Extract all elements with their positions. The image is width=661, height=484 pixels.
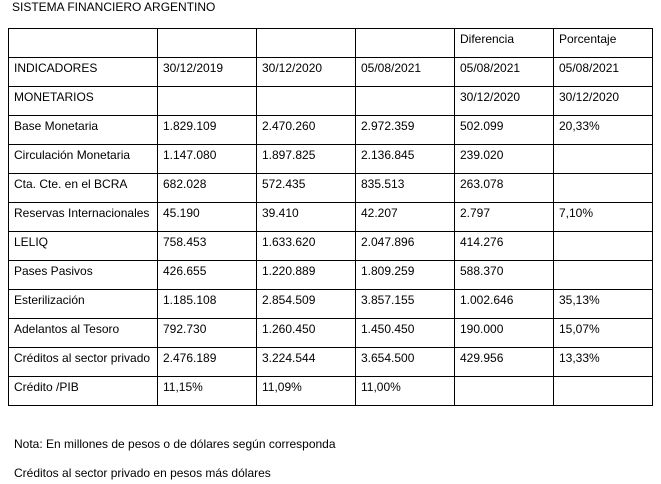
cell-indicator <box>9 319 158 348</box>
cell-text: 1.450.450 <box>361 322 415 336</box>
cell-text: 1.147.080 <box>163 148 217 162</box>
header-cell-text: INDICADORES <box>14 61 98 75</box>
cell-text: 42.207 <box>361 206 398 220</box>
cell-text: Pases Pasivos <box>14 264 93 278</box>
cell-percentage <box>554 116 653 145</box>
header-cell-text <box>361 29 454 32</box>
cell-percentage <box>554 261 653 290</box>
cell-text: 426.655 <box>163 264 207 278</box>
footnote-units: Nota: En millones de pesos o de dólares según corresponda <box>14 437 336 451</box>
cell-value-2021 <box>356 319 455 348</box>
cell-text: 15,07% <box>559 322 600 336</box>
financial-indicators-table <box>8 28 653 406</box>
header-cell-indicator <box>9 29 158 58</box>
cell-text: 1.220.889 <box>262 264 316 278</box>
cell-text: 758.453 <box>163 235 207 249</box>
cell-value-2020 <box>257 116 356 145</box>
cell-percentage <box>554 145 653 174</box>
cell-text: 2.470.260 <box>262 119 316 133</box>
header-cell-value-2019 <box>158 87 257 116</box>
cell-indicator <box>9 203 158 232</box>
cell-indicator <box>9 116 158 145</box>
cell-value-2020 <box>257 377 356 406</box>
cell-text: 2.972.359 <box>361 119 415 133</box>
cell-text: 239.020 <box>460 148 504 162</box>
cell-value-2020 <box>257 261 356 290</box>
cell-percentage <box>554 377 653 406</box>
cell-text: 792.730 <box>163 322 207 336</box>
cell-indicator <box>9 232 158 261</box>
cell-difference <box>455 261 554 290</box>
cell-text: Reservas Internacionales <box>14 206 150 220</box>
cell-percentage <box>554 290 653 319</box>
cell-value-2020 <box>257 203 356 232</box>
header-cell-text <box>262 87 355 90</box>
cell-indicator <box>9 261 158 290</box>
cell-text: 429.956 <box>460 351 504 365</box>
cell-text: 682.028 <box>163 177 207 191</box>
cell-value-2020 <box>257 174 356 203</box>
cell-text: 835.513 <box>361 177 405 191</box>
cell-text: 1.002.646 <box>460 293 514 307</box>
cell-text <box>559 145 652 148</box>
cell-percentage <box>554 174 653 203</box>
cell-text: 1.260.450 <box>262 322 316 336</box>
cell-difference <box>455 145 554 174</box>
cell-value-2019 <box>158 348 257 377</box>
header-cell-value-2020 <box>257 58 356 87</box>
cell-text: 2.136.845 <box>361 148 415 162</box>
table-row <box>9 261 653 290</box>
cell-percentage <box>554 203 653 232</box>
header-cell-value-2019 <box>158 58 257 87</box>
cell-difference <box>455 232 554 261</box>
cell-text: 11,00% <box>361 380 401 394</box>
header-cell-text: MONETARIOS <box>14 90 94 104</box>
cell-value-2019 <box>158 203 257 232</box>
header-cell-value-2020 <box>257 29 356 58</box>
header-cell-text <box>14 29 157 32</box>
cell-text: 502.099 <box>460 119 504 133</box>
header-cell-text <box>262 29 355 32</box>
header-cell-percentage <box>554 58 653 87</box>
cell-text: Créditos al sector privado <box>14 351 151 365</box>
header-cell-text <box>163 29 256 32</box>
cell-value-2021 <box>356 377 455 406</box>
cell-text <box>559 377 652 380</box>
cell-value-2020 <box>257 290 356 319</box>
cell-indicator <box>9 174 158 203</box>
cell-value-2021 <box>356 232 455 261</box>
table-body <box>9 29 653 406</box>
table-row <box>9 377 653 406</box>
cell-text: 588.370 <box>460 264 504 278</box>
cell-text: 1.809.259 <box>361 264 415 278</box>
table-row <box>9 203 653 232</box>
header-cell-text <box>163 87 256 90</box>
cell-value-2021 <box>356 203 455 232</box>
cell-text: 1.633.620 <box>262 235 316 249</box>
cell-indicator <box>9 145 158 174</box>
cell-difference <box>455 203 554 232</box>
header-cell-text: 05/08/2021 <box>559 61 620 75</box>
cell-indicator <box>9 290 158 319</box>
table-row <box>9 319 653 348</box>
cell-value-2019 <box>158 232 257 261</box>
cell-difference <box>455 348 554 377</box>
cell-text: Cta. Cte. en el BCRA <box>14 177 128 191</box>
cell-value-2019 <box>158 116 257 145</box>
cell-text: LELIQ <box>14 235 49 249</box>
cell-text: 190.000 <box>460 322 504 336</box>
cell-text: 2.047.896 <box>361 235 415 249</box>
header-cell-value-2021 <box>356 29 455 58</box>
cell-text: 3.857.155 <box>361 293 415 307</box>
header-cell-value-2021 <box>356 87 455 116</box>
cell-value-2019 <box>158 145 257 174</box>
header-row <box>9 29 653 58</box>
header-cell-text: 30/12/2020 <box>559 90 620 104</box>
cell-text: 39.410 <box>262 206 299 220</box>
cell-difference <box>455 290 554 319</box>
cell-text: 1.829.109 <box>163 119 217 133</box>
cell-text: 414.276 <box>460 235 504 249</box>
cell-difference <box>455 319 554 348</box>
table-row <box>9 174 653 203</box>
header-cell-percentage <box>554 87 653 116</box>
cell-value-2021 <box>356 261 455 290</box>
cell-text: 2.854.509 <box>262 293 316 307</box>
cell-text: 2.476.189 <box>163 351 217 365</box>
cell-value-2021 <box>356 348 455 377</box>
cell-indicator <box>9 348 158 377</box>
header-cell-text <box>361 87 454 90</box>
cell-difference <box>455 116 554 145</box>
cell-text: 11,09% <box>262 380 302 394</box>
cell-value-2020 <box>257 348 356 377</box>
cell-text: Circulación Monetaria <box>14 148 131 162</box>
cell-text: 572.435 <box>262 177 306 191</box>
cell-difference <box>455 174 554 203</box>
cell-value-2019 <box>158 174 257 203</box>
cell-text: 35,13% <box>559 293 600 307</box>
header-cell-text: Diferencia <box>460 32 515 46</box>
table-row <box>9 232 653 261</box>
cell-text: 45.190 <box>163 206 200 220</box>
header-cell-percentage <box>554 29 653 58</box>
header-row <box>9 87 653 116</box>
cell-indicator <box>9 377 158 406</box>
header-row <box>9 58 653 87</box>
header-cell-text: 30/12/2020 <box>262 61 323 75</box>
cell-percentage <box>554 319 653 348</box>
cell-text: 11,15% <box>163 380 203 394</box>
cell-text: 1.897.825 <box>262 148 316 162</box>
header-cell-value-2020 <box>257 87 356 116</box>
header-cell-difference <box>455 87 554 116</box>
cell-value-2021 <box>356 174 455 203</box>
header-cell-difference <box>455 58 554 87</box>
cell-text: Base Monetaria <box>14 119 99 133</box>
header-cell-indicator <box>9 58 158 87</box>
cell-text <box>559 174 652 177</box>
cell-difference <box>455 377 554 406</box>
cell-text: 263.078 <box>460 177 504 191</box>
cell-percentage <box>554 348 653 377</box>
table-row <box>9 348 653 377</box>
cell-percentage <box>554 232 653 261</box>
header-cell-text: 05/08/2021 <box>361 61 422 75</box>
cell-text: Crédito /PIB <box>14 380 79 394</box>
header-cell-text: 05/08/2021 <box>460 61 521 75</box>
cell-text: 7,10% <box>559 206 594 220</box>
cell-value-2021 <box>356 290 455 319</box>
cell-text: 3.224.544 <box>262 351 316 365</box>
cell-text <box>460 377 553 380</box>
header-cell-text: 30/12/2019 <box>163 61 224 75</box>
cell-text: 1.185.108 <box>163 293 217 307</box>
cell-text: Esterilización <box>14 293 85 307</box>
cell-value-2019 <box>158 319 257 348</box>
cell-text <box>559 261 652 264</box>
header-cell-value-2019 <box>158 29 257 58</box>
table-row <box>9 145 653 174</box>
cell-text: 20,33% <box>559 119 600 133</box>
cell-value-2019 <box>158 290 257 319</box>
header-cell-text: Porcentaje <box>559 32 617 46</box>
cell-value-2019 <box>158 377 257 406</box>
table-row <box>9 290 653 319</box>
cell-value-2019 <box>158 261 257 290</box>
header-cell-difference <box>455 29 554 58</box>
cell-value-2020 <box>257 145 356 174</box>
cell-text <box>559 232 652 235</box>
cell-text: 13,33% <box>559 351 600 365</box>
cell-value-2020 <box>257 232 356 261</box>
cell-text: Adelantos al Tesoro <box>14 322 120 336</box>
document-title: SISTEMA FINANCIERO ARGENTINO <box>12 0 216 14</box>
cell-text: 3.654.500 <box>361 351 415 365</box>
cell-value-2020 <box>257 319 356 348</box>
header-cell-value-2021 <box>356 58 455 87</box>
footnote-credits: Créditos al sector privado en pesos más dólares <box>14 466 271 480</box>
cell-value-2021 <box>356 116 455 145</box>
table-row <box>9 116 653 145</box>
cell-text: 2.797 <box>460 206 491 220</box>
cell-value-2021 <box>356 145 455 174</box>
header-cell-text: 30/12/2020 <box>460 90 521 104</box>
header-cell-indicator <box>9 87 158 116</box>
